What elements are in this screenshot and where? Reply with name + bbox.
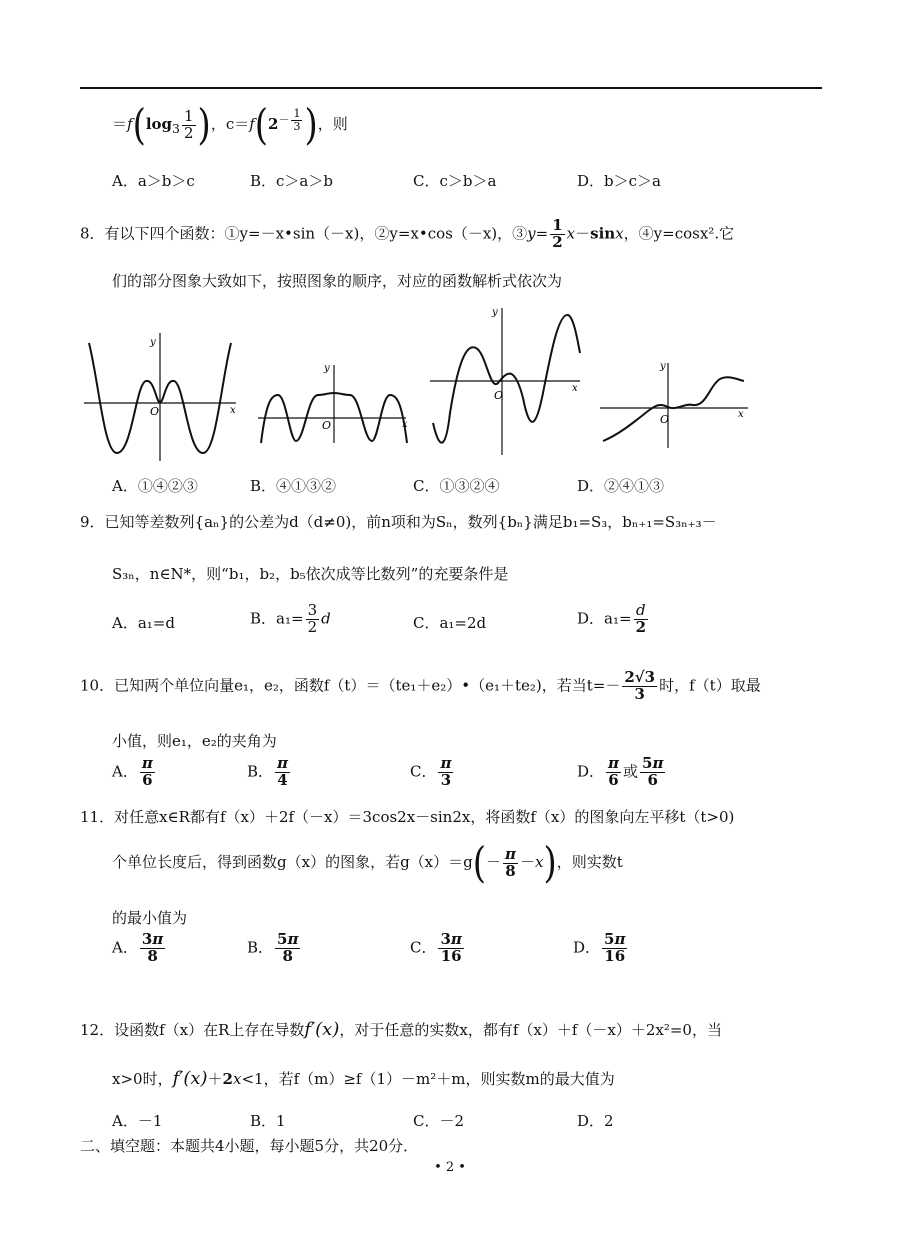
q10-line2: 小值，则e₁，e₂的夹角为 [112,732,277,750]
q8-option-a: A．①④②③ [112,477,198,495]
q10-text-a: 10．已知两个单位向量e₁，e₂，函数f（t）＝（te₁＋e₂）•（e₁＋te₂)，若当t=－ [80,676,621,695]
q8-option-b: B．④①③② [250,477,337,495]
graph1-origin: O [150,405,160,418]
q10-option-d: D． $\frac{\pi}{6}$ 或 $\frac{5\pi}{6}$ [577,754,664,789]
q12-option-a: A．－1 [112,1112,163,1130]
q8-text-b: ，④y=cosx².它 [623,224,735,243]
q9-option-b-label: B．a₁= [250,609,304,628]
q8-text-a: 8．有以下四个函数：①y=－x•sin（－x)，②y=x•cos（－x)，③ [80,224,528,243]
graph3-curve [433,315,580,443]
graph3-origin: O [494,389,504,402]
q9-option-d-label: D．a₁= [577,609,632,628]
q8-graph-2 [256,303,414,461]
graph4-origin: O [660,413,670,426]
graph1-x-label: x [230,405,236,416]
q12-option-c: C．－2 [413,1112,465,1130]
q12-option-b: B．1 [250,1112,286,1130]
q7-option-a: A．a＞b＞c [112,172,195,190]
q12-line1: 12．设函数f（x）在R上存在导数f′(x)，对于任意的实数x，都有f（x）＋f（－x）＋2x²=0，当 [80,1019,722,1040]
q9-option-a: A．a₁=d [112,614,175,632]
q8-line2: 们的部分图象大致如下，按照图象的顺序，对应的函数解析式依次为 [112,272,563,290]
q12-option-d: D．2 [577,1112,614,1130]
q10-option-c: C． $\frac{\pi}{3}$ [410,754,452,789]
graph4-curve [603,377,744,441]
q10-option-b: B． $\frac{\pi}{4}$ [247,754,289,789]
graph3-x-label: x [572,383,578,394]
q9-line2: S₃ₙ，n∈N*，则“b₁，b₂，b₅依次成等比数列”的充要条件是 [112,565,509,583]
q7-option-d: D．b＞c＞a [577,172,661,190]
q11-option-d: D． $\frac{5\pi}{16}$ [573,930,626,965]
header-rule [80,87,822,89]
section-2-heading: 二、填空题：本题共4小题，每小题5分，共20分． [80,1137,419,1155]
q12-text-b2: <1，若f（m）≥f（1）－m²＋m，则实数m的最大值为 [241,1070,615,1088]
graph2-x-label: x [402,419,408,430]
q12-text-b: ，对于任意的实数x，都有f（x）＋f（－x）＋2x²=0，当 [339,1021,722,1039]
graph3-y-label: y [492,307,498,318]
q10-text-b: 时，f（t）取最 [659,676,761,695]
q7-option-b: B．c＞a＞b [250,172,333,190]
q8-option-d: D．②④①③ [577,477,665,495]
q11-line1: 11．对任意x∈R都有f（x）＋2f（－x）＝3cos2x－sin2x，将函数f（x）的图象向左平移t（t>0) [80,808,735,826]
q8-graph-4 [598,303,753,461]
q8-option-c: C．①③②④ [413,477,500,495]
page-number: • 2 • [434,1160,466,1175]
q7-option-c: C．c＞b＞a [413,172,497,190]
q9-option-d: D．a₁= $\frac{d}{2}$ [577,601,646,636]
q8-graph-3 [428,303,586,461]
q12-text-a: 12．设函数f（x）在R上存在导数 [80,1021,305,1039]
graph2-origin: O [322,419,332,432]
q10-line1: 10．已知两个单位向量e₁，e₂，函数f（t）＝（te₁＋e₂）•（e₁＋te₂)，若当t=－ $\frac{2√3}{3}$ 时，f（t）取最 [80,668,761,703]
q11-option-c: C． $\frac{3\pi}{16}$ [410,930,462,965]
q12-line2: x>0时，f′(x)＋2x<1，若f（m）≥f（1）－m²＋m，则实数m的最大值为 [112,1068,615,1089]
q11-line2: 个单位长度后，得到函数g（x）的图象，若g（x）＝g(－ $\frac{\pi}{8}$ －x)，则实数t [112,838,623,888]
q11-line3: 的最小值为 [112,909,188,927]
q7-tail-text: ，则 [317,115,348,134]
graph2-y-label: y [324,363,330,374]
graph4-x-label: x [738,409,744,420]
q9-option-c: C．a₁=2d [413,614,487,632]
q8-graph-1 [84,303,242,461]
q7-formula-line: $=f(\log_3$ $\frac{1}{2}$ )，$c=f(2^{- \frac{1}{3}}$ )，则 [112,100,348,151]
q8-line1: 8．有以下四个函数：①y=－x•sin（－x)，②y=x•cos（－x)，③y= $\frac{1}{2}$ x－sinx，④y=cosx².它 [80,216,735,251]
q11-option-a: A． $\frac{3\pi}{8}$ [112,930,164,965]
q11-option-b: B． $\frac{5\pi}{8}$ [247,930,299,965]
graph4-y-label: y [660,361,666,372]
q9-option-b: B．a₁= $\frac{3}{2}$ d [250,601,331,636]
q9-line1: 9．已知等差数列{aₙ}的公差为d（d≠0)，前n项和为Sₙ，数列{bₙ}满足b₁=S₃，bₙ₊₁=S₃ₙ₊₃－ [80,513,717,531]
q10-option-a: A． $\frac{\pi}{6}$ [112,754,153,789]
graph1-y-label: y [150,337,156,348]
q11-text-b: ，则实数t [556,853,623,871]
q12-text-a2: x>0时， [112,1070,173,1088]
q11-text-a: 个单位长度后，得到函数g（x）的图象，若g（x）＝g [112,853,473,871]
